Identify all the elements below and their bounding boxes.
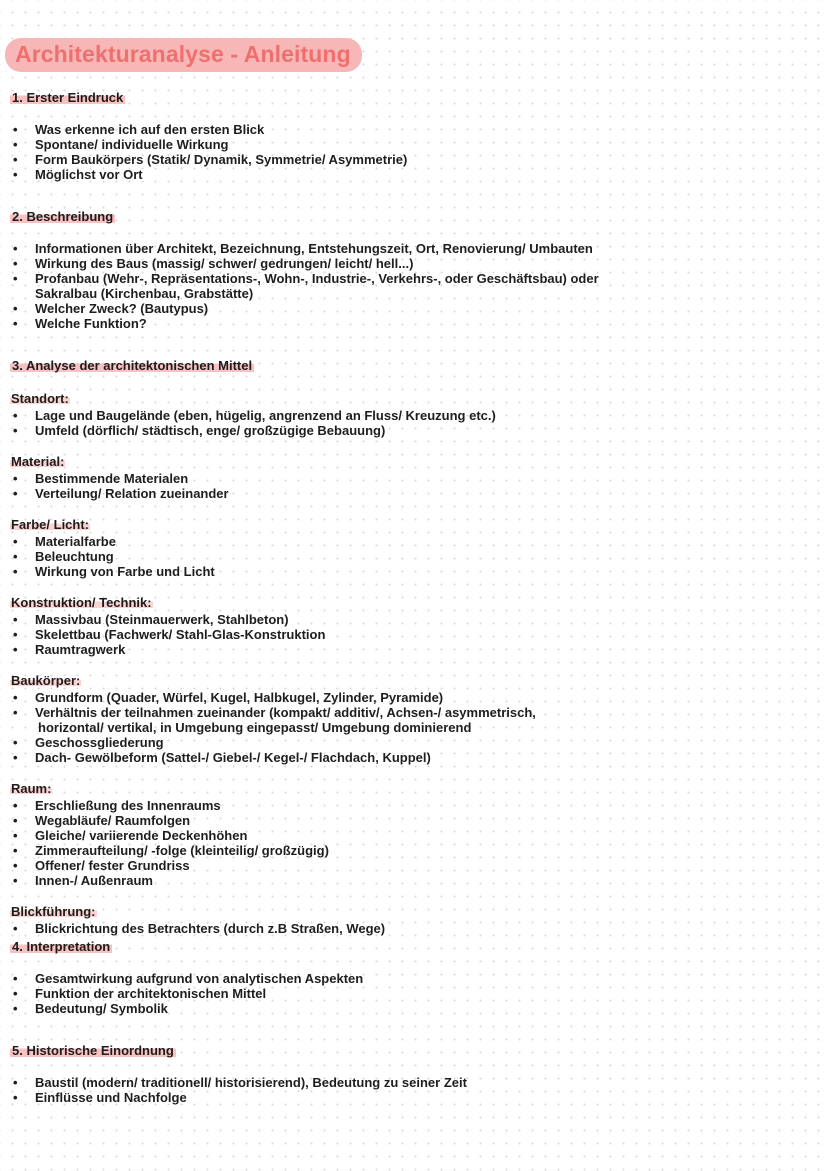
- list-item: • Wirkung von Farbe und Licht: [10, 564, 536, 579]
- bullet-list: [10, 1075, 467, 1105]
- bullet-list: [10, 534, 536, 579]
- section-analyse: [10, 357, 536, 951]
- bullet-list: [10, 612, 536, 657]
- bullet-list: [10, 798, 536, 888]
- section-heading: 5. Historische Einordnung: [12, 1043, 174, 1058]
- list-item: • Umfeld (dörflich/ städtisch, enge/ großzügige Bebauung): [10, 423, 536, 438]
- group-farbe-licht: [10, 516, 536, 579]
- list-item: • Zimmeraufteilung/ -folge (kleinteilig/ großzügig): [10, 843, 536, 858]
- list-item: • Welche Funktion?: [10, 316, 599, 331]
- section-beschreibung: [10, 208, 599, 331]
- list-item: • Einflüsse und Nachfolge: [10, 1090, 467, 1105]
- list-item: • Erschließung des Innenraums: [10, 798, 536, 813]
- section-heading: 3. Analyse der architektonischen Mittel: [12, 358, 253, 373]
- section-heading: 1. Erster Eindruck: [12, 90, 124, 105]
- list-item: • Gesamtwirkung aufgrund von analytischen Aspekten: [10, 971, 363, 986]
- list-item: [10, 705, 536, 735]
- list-item: • Lage und Baugelände (eben, hügelig, angrenzend an Fluss/ Kreuzung etc.): [10, 408, 536, 423]
- list-item-text: Verhältnis der teilnahmen zueinander (kompakt/ additiv/, Achsen-/ asymmetrisch,: [35, 705, 536, 720]
- list-item: • Bedeutung/ Symbolik: [10, 1001, 363, 1016]
- list-item: • Dach- Gewölbeform (Sattel-/ Giebel-/ Kegel-/ Flachdach, Kuppel): [10, 750, 536, 765]
- section-heading: 2. Beschreibung: [12, 209, 114, 224]
- bullet-list: [10, 241, 599, 331]
- list-item: • Gleiche/ variierende Deckenhöhen: [10, 828, 536, 843]
- list-item: • Raumtragwerk: [10, 642, 536, 657]
- list-item: • Blickrichtung des Betrachters (durch z.B Straßen, Wege): [10, 921, 536, 936]
- list-item: • Beleuchtung: [10, 549, 536, 564]
- group-blickfuehrung: [10, 903, 536, 936]
- list-item: • Form Baukörpers (Statik/ Dynamik, Symmetrie/ Asymmetrie): [10, 152, 407, 167]
- section-heading: 4. Interpretation: [12, 939, 111, 954]
- list-item-text: Profanbau (Wehr-, Repräsentations-, Wohn-, Industrie-, Verkehrs-, oder Geschäftsbau) oder: [35, 271, 599, 286]
- list-item-continuation: Sakralbau (Kirchenbau, Grabstätte): [35, 286, 254, 301]
- list-item: • Innen-/ Außenraum: [10, 873, 536, 888]
- group-label: Raum:: [11, 781, 52, 796]
- list-item: • Spontane/ individuelle Wirkung: [10, 137, 407, 152]
- bullet-list: [10, 921, 536, 936]
- list-item: • Offener/ fester Grundriss: [10, 858, 536, 873]
- list-item: • Baustil (modern/ traditionell/ historisierend), Bedeutung zu seiner Zeit: [10, 1075, 467, 1090]
- bullet-list: [10, 971, 363, 1016]
- bullet-list: [10, 471, 536, 501]
- list-item: • Möglichst vor Ort: [10, 167, 407, 182]
- group-label: Standort:: [11, 391, 69, 406]
- group-raum: [10, 780, 536, 888]
- group-material: [10, 453, 536, 501]
- group-label: Material:: [11, 454, 65, 469]
- section-interpretation: [10, 938, 363, 1016]
- list-item: • Informationen über Architekt, Bezeichnung, Entstehungszeit, Ort, Renovierung/ Umbauten: [10, 241, 599, 256]
- list-item: • Wegabläufe/ Raumfolgen: [10, 813, 536, 828]
- page-title: Architekturanalyse - Anleitung: [5, 38, 362, 72]
- group-baukoerper: [10, 672, 536, 765]
- group-label: Konstruktion/ Technik:: [11, 595, 152, 610]
- list-item-continuation: horizontal/ vertikal, in Umgebung eingepasst/ Umgebung dominierend: [38, 720, 472, 735]
- list-item: • Funktion der architektonischen Mittel: [10, 986, 363, 1001]
- list-item: • Geschossgliederung: [10, 735, 536, 750]
- group-standort: [10, 390, 536, 438]
- title-container: [5, 38, 362, 72]
- list-item: • Grundform (Quader, Würfel, Kugel, Halbkugel, Zylinder, Pyramide): [10, 690, 536, 705]
- section-historische-einordnung: [10, 1042, 467, 1105]
- bullet-list: [10, 122, 407, 182]
- bullet-list: [10, 690, 536, 765]
- list-item: • Materialfarbe: [10, 534, 536, 549]
- list-item: • Massivbau (Steinmauerwerk, Stahlbeton): [10, 612, 536, 627]
- group-label: Farbe/ Licht:: [11, 517, 90, 532]
- group-label: Baukörper:: [11, 673, 81, 688]
- bullet-list: [10, 408, 536, 438]
- list-item: • Wirkung des Baus (massig/ schwer/ gedrungen/ leicht/ hell...): [10, 256, 599, 271]
- list-item: • Skelettbau (Fachwerk/ Stahl-Glas-Konstruktion: [10, 627, 536, 642]
- list-item: [10, 271, 599, 301]
- list-item: • Was erkenne ich auf den ersten Blick: [10, 122, 407, 137]
- list-item: • Welcher Zweck? (Bautypus): [10, 301, 599, 316]
- group-label: Blickführung:: [11, 904, 96, 919]
- list-item: • Bestimmende Materialen: [10, 471, 536, 486]
- section-erster-eindruck: [10, 89, 407, 182]
- list-item: • Verteilung/ Relation zueinander: [10, 486, 536, 501]
- group-konstruktion: [10, 594, 536, 657]
